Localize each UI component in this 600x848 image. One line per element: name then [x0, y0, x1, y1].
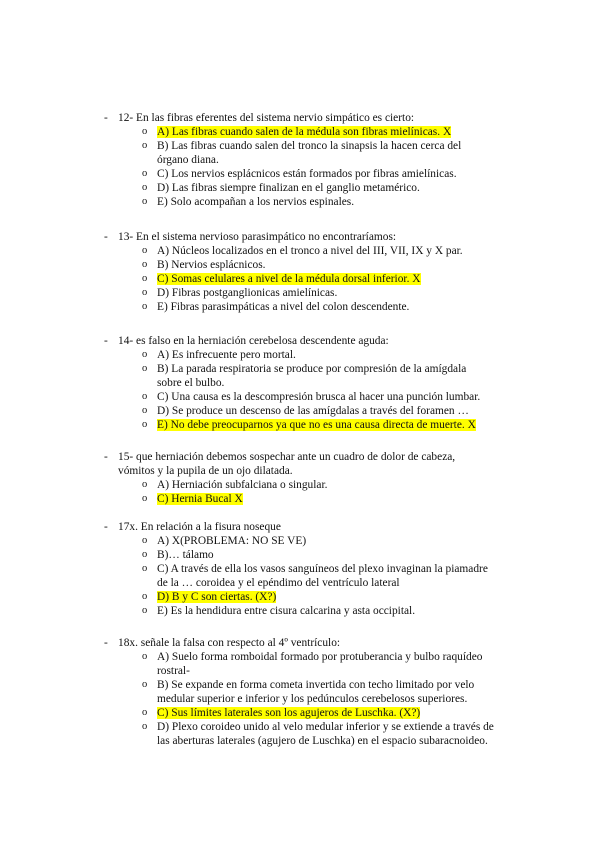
bullet-icon: o [142, 405, 148, 416]
option-item [0, 678, 600, 706]
option-item [0, 548, 600, 562]
bullet-icon: o [142, 535, 148, 546]
option-item [0, 258, 600, 272]
bullet-icon: o [142, 391, 148, 402]
bullet-icon: o [142, 259, 148, 270]
option-text: A) Suelo forma romboidal formado por protuberancia y bulbo raquídeo rostral- [157, 651, 483, 677]
option-text: D) Se produce un descenso de las amígdalas a través del foramen … [157, 405, 469, 417]
question-13 [0, 230, 600, 314]
option-text: A) X(PROBLEMA: NO SE VE) [157, 535, 307, 547]
option-item [0, 562, 600, 590]
question-text: vómitos y la pupila de un ojo dilatada. [118, 465, 293, 477]
bullet-icon: o [142, 605, 148, 616]
list-dash: - [104, 231, 108, 243]
option-item [0, 492, 600, 506]
option-text: B) La parada respiratoria se produce por compresión de la amígdala sobre el bulbo. [157, 363, 467, 389]
question-text: 14- es falso en la herniación cerebelosa descendente aguda: [118, 335, 389, 347]
bullet-icon: o [142, 182, 148, 193]
option-text-highlighted: A) Las fibras cuando salen de la médula son fibras mielínicas. X [157, 126, 452, 138]
bullet-icon: o [142, 707, 148, 718]
bullet-icon: o [142, 651, 148, 662]
bullet-icon: o [142, 591, 148, 602]
option-item [0, 390, 600, 404]
option-item [0, 534, 600, 548]
question-17x [0, 520, 600, 618]
question-line [0, 520, 600, 534]
option-item [0, 650, 600, 678]
question-text: 12- En las fibras eferentes del sistema nervio simpático es cierto: [118, 112, 415, 124]
bullet-icon: o [142, 493, 148, 504]
bullet-icon: o [142, 349, 148, 360]
option-item [0, 195, 600, 209]
option-text: E) Solo acompañan a los nervios espinales. [157, 196, 355, 208]
question-line [0, 450, 600, 464]
option-item [0, 362, 600, 390]
question-text: 17x. En relación a la fisura noseque [118, 521, 281, 533]
option-text: B) Nervios esplácnicos. [157, 259, 266, 271]
option-text: C) A través de ella los vasos sanguíneos del plexo invaginan la piamadre de la … coroidea y el epéndimo del ventrículo lateral [157, 563, 488, 589]
bullet-icon: o [142, 679, 148, 690]
option-item [0, 590, 600, 604]
bullet-icon: o [142, 126, 148, 137]
option-text: C) Los nervios esplácnicos están formados por fibras amielínicas. [157, 168, 457, 180]
option-item [0, 418, 600, 432]
option-text: B) Las fibras cuando salen del tronco la sinapsis la hacen cerca del órgano diana. [157, 140, 462, 166]
bullet-icon: o [142, 196, 148, 207]
bullet-icon: o [142, 168, 148, 179]
option-item [0, 300, 600, 314]
option-item [0, 348, 600, 362]
question-line [0, 230, 600, 244]
question-18x [0, 636, 600, 748]
option-text: E) Fibras parasimpáticas a nivel del colon descendente. [157, 301, 410, 313]
option-text: D) Plexo coroideo unido al velo medular inferior y se extiende a través de las aberturas laterales (agujero de Luschka) en el espacio subaracnoideo. [157, 721, 494, 747]
option-text: A) Es infrecuente pero mortal. [157, 349, 296, 361]
bullet-icon: o [142, 273, 148, 284]
option-text-highlighted: E) No debe preocuparnos ya que no es una causa directa de muerte. X [157, 419, 476, 431]
option-item [0, 125, 600, 139]
question-text: 15- que herniación debemos sospechar ante un cuadro de dolor de cabeza, [118, 451, 456, 463]
question-14 [0, 334, 600, 432]
option-text: E) Es la hendidura entre cisura calcarina y asta occipital. [157, 605, 416, 617]
option-item [0, 139, 600, 167]
question-12 [0, 111, 600, 209]
option-text: A) Núcleos localizados en el tronco a nivel del III, VII, IX y X par. [157, 245, 463, 257]
bullet-icon: o [142, 301, 148, 312]
question-text: 18x. señale la falsa con respecto al 4º ventrículo: [118, 637, 341, 649]
option-item [0, 181, 600, 195]
bullet-icon: o [142, 287, 148, 298]
option-text-highlighted: C) Sus límites laterales son los agujeros de Luschka. (X?) [157, 707, 421, 719]
list-dash: - [104, 637, 108, 649]
option-item [0, 244, 600, 258]
bullet-icon: o [142, 419, 148, 430]
option-item [0, 478, 600, 492]
option-item [0, 272, 600, 286]
question-line [0, 334, 600, 348]
bullet-icon: o [142, 721, 148, 732]
question-line-continued [0, 464, 600, 478]
option-item [0, 167, 600, 181]
bullet-icon: o [142, 363, 148, 374]
bullet-icon: o [142, 245, 148, 256]
option-text: B)… tálamo [157, 549, 214, 561]
list-dash: - [104, 521, 108, 533]
option-item [0, 720, 600, 748]
bullet-icon: o [142, 479, 148, 490]
option-item [0, 604, 600, 618]
option-item [0, 286, 600, 300]
list-dash: - [104, 451, 108, 463]
bullet-icon: o [142, 563, 148, 574]
question-line [0, 636, 600, 650]
question-15 [0, 450, 600, 506]
option-text: D) Las fibras siempre finalizan en el ganglio metamérico. [157, 182, 420, 194]
option-text-highlighted: C) Somas celulares a nivel de la médula dorsal inferior. X [157, 273, 421, 285]
option-text-highlighted: C) Hernia Bucal X [157, 493, 243, 505]
question-line [0, 111, 600, 125]
option-text: D) Fibras postganglionicas amielínicas. [157, 287, 338, 299]
option-item [0, 404, 600, 418]
option-text: A) Herniación subfalciana o singular. [157, 479, 328, 491]
option-text: B) Se expande en forma cometa invertida con techo limitado por velo medular superior e inferior y los pedúnculos cerebelosos superiores. [157, 679, 475, 705]
list-dash: - [104, 335, 108, 347]
option-text: C) Una causa es la descompresión brusca al hacer una punción lumbar. [157, 391, 481, 403]
option-item [0, 706, 600, 720]
bullet-icon: o [142, 549, 148, 560]
list-dash: - [104, 112, 108, 124]
bullet-icon: o [142, 140, 148, 151]
option-text-highlighted: D) B y C son ciertas. (X?) [157, 591, 277, 603]
question-text: 13- En el sistema nervioso parasimpático no encontraríamos: [118, 231, 397, 243]
